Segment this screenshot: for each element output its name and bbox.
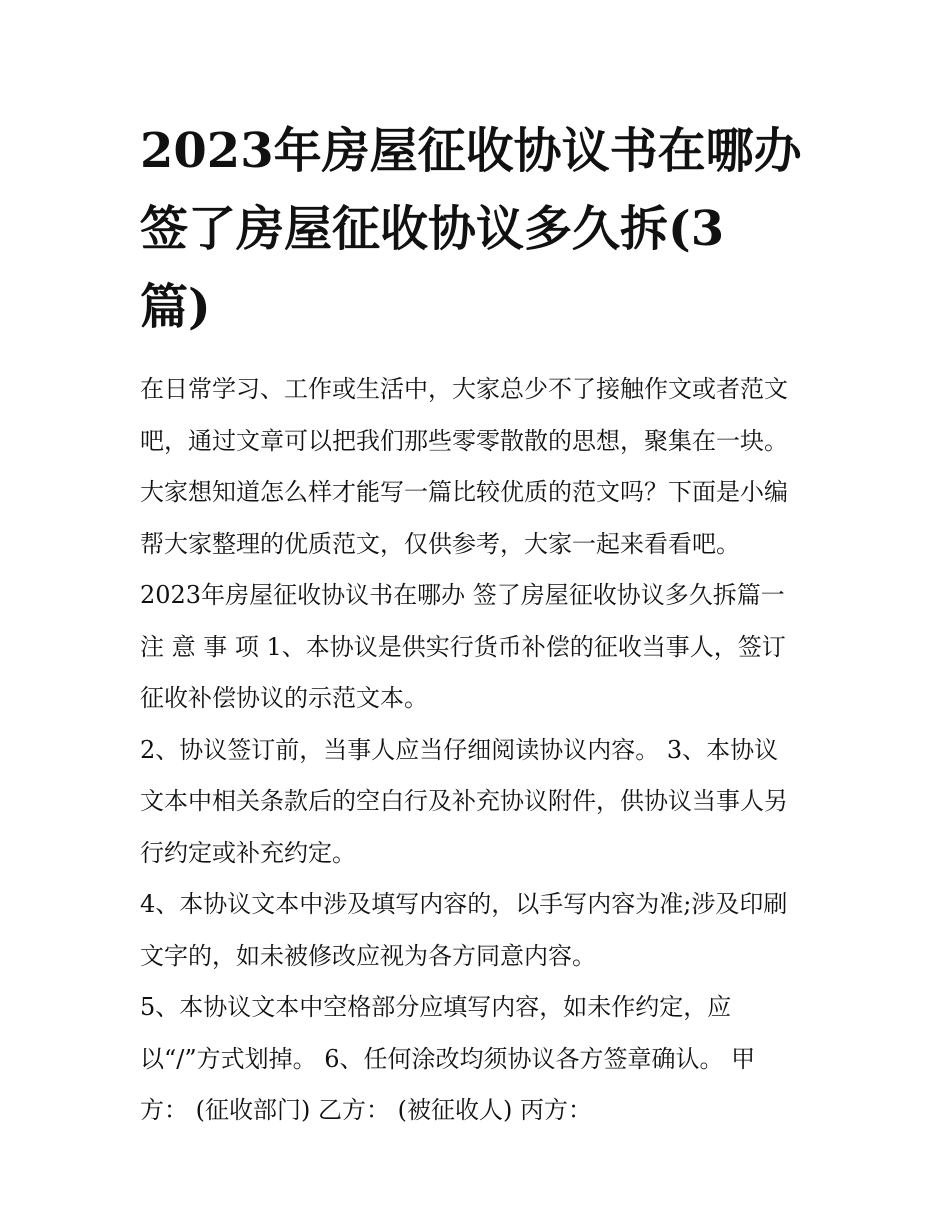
body-line: 4、本协议文本中涉及填写内容的，以手写内容为准;涉及印刷 <box>140 890 788 918</box>
title-line: 签了房屋征收协议多久拆(3 <box>140 201 725 257</box>
body-line: 2023年房屋征收协议书在哪办 签了房屋征收协议多久拆篇一 <box>140 581 785 609</box>
document-body <box>140 364 820 1137</box>
title-line: 2023年房屋征收协议书在哪办 <box>140 123 802 179</box>
body-line: 文本中相关条款后的空白行及补充协议附件，供协议当事人另 <box>140 787 788 815</box>
body-line: 2、协议签订前，当事人应当仔细阅读协议内容。 3、本协议 <box>140 735 779 764</box>
body-line: 帮大家整理的优质范文，仅供参考，大家一起来看看吧。 <box>140 529 740 558</box>
body-line: 大家想知道怎么样才能写一篇比较优质的范文吗？下面是小编 <box>140 478 788 506</box>
body-line: 注 意 事 项 1、本协议是供实行货币补偿的征收当事人，签订 <box>140 632 786 661</box>
body-line: 在日常学习、工作或生活中，大家总少不了接触作文或者范文 <box>140 375 788 403</box>
document-title <box>140 112 820 346</box>
body-line: 文字的，如未被修改应视为各方同意内容。 <box>140 941 596 970</box>
body-line: 吧，通过文章可以把我们那些零零散散的思想，聚集在一块。 <box>140 426 788 455</box>
body-line: 征收补偿协议的示范文本。 <box>140 684 428 712</box>
body-line: 行约定或补充约定。 <box>140 838 356 867</box>
body-line: 以“/”方式划掉。 6、任何涂改均须协议各方签章确认。 甲 <box>140 1044 756 1073</box>
body-line: 方： (征收部门) 乙方： (被征收人) 丙方： <box>140 1096 592 1124</box>
body-line: 5、本协议文本中空格部分应填写内容，如未作约定，应 <box>140 993 732 1021</box>
document-page <box>140 112 820 1137</box>
title-line: 篇) <box>140 279 211 335</box>
